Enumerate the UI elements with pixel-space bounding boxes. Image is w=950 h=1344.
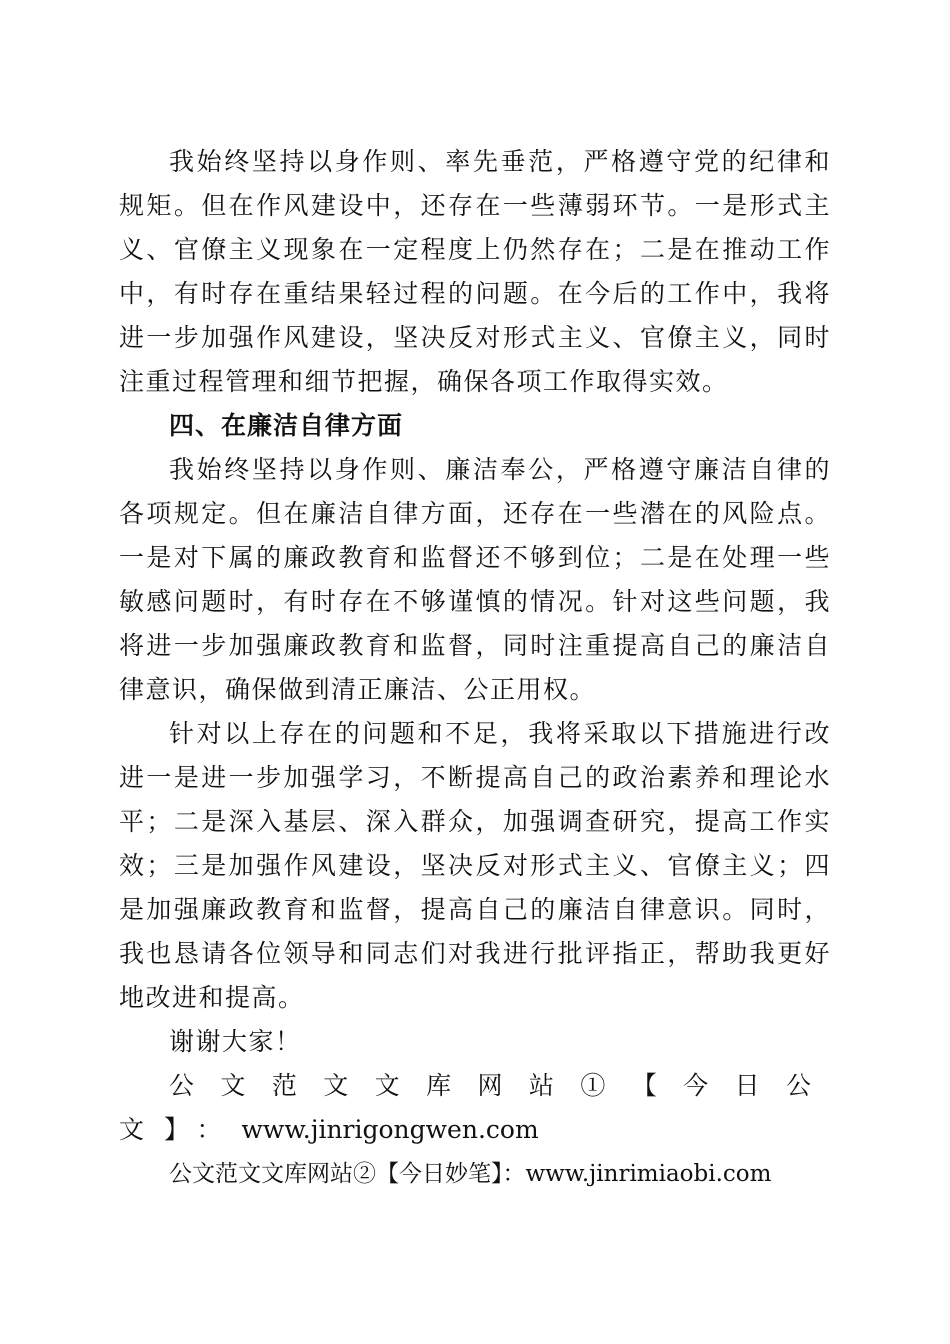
site-link-row-2: [119, 1152, 831, 1196]
closing-thanks: 谢谢大家！: [169, 1027, 302, 1056]
paragraph-work-style: 我始终坚持以身作则、率先垂范，严格遵守党的纪律和规矩。但在作风建设中，还存在一些薄弱环节。一是形式主义、官僚主义现象在一定程度上仍然存在；二是在推动工作中，有时存在重结果轻过程的问题。在今后的工作中，我将进一步加强作风建设，坚决反对形式主义、官僚主义，同时注重过程管理和细节把握，确保各项工作取得实效。: [119, 147, 831, 396]
site-1-url[interactable]: www.jinrigongwen.com: [241, 1115, 539, 1144]
site-2-label: 公文范文文库网站②【今日妙笔】：: [169, 1161, 526, 1187]
site-1-label: 公文范文文库网站①【今日公文】：: [119, 1071, 831, 1144]
site-2-url[interactable]: www.jinrimiaobi.com: [525, 1161, 772, 1187]
paragraph-improvement-measures: 针对以上存在的问题和不足，我将采取以下措施进行改进一是进一步加强学习，不断提高自己的政治素养和理论水平；二是深入基层、深入群众，加强调查研究，提高工作实效；三是加强作风建设，坚决反对形式主义、官僚主义；四是加强廉政教育和监督，提高自己的廉洁自律意识。同时，我也恳请各位领导和同志们对我进行批评指正，帮助我更好地改进和提高。: [119, 719, 831, 1012]
paragraph-integrity: 我始终坚持以身作则、廉洁奉公，严格遵守廉洁自律的各项规定。但在廉洁自律方面，还存在一些潜在的风险点。一是对下属的廉政教育和监督还不够到位；二是在处理一些敏感问题时，有时存在不够谨慎的情况。针对这些问题，我将进一步加强廉政教育和监督，同时注重提高自己的廉洁自律意识，确保做到清正廉洁、公正用权。: [119, 455, 831, 704]
document-page: [119, 140, 831, 1196]
site-link-row-1: [119, 1064, 831, 1152]
section-heading-integrity: 四、在廉洁自律方面: [169, 411, 404, 440]
